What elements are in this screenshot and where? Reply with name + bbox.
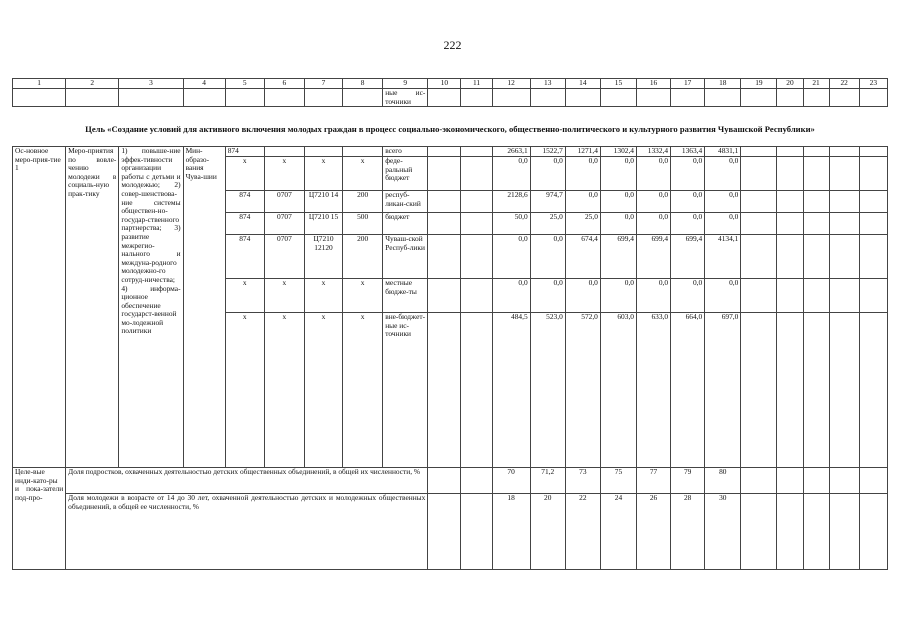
column-number: 23: [859, 79, 887, 89]
block-tasks: 1) повыше-ние эффек-тивности организации работы с детьми и молодежью; 2) совер-шенствова-ние системы обществен-но-государ-ственного партнерства; 3) развитие межрегио-нального и междуна-родного молодежно-го сотруд-ничества; 4) информа-ционное обеспечение государст-венной мо-лодежной политики: [119, 147, 183, 468]
empty-cell: [829, 213, 859, 235]
indicator-value: 22: [565, 494, 600, 570]
source-cell: всего: [383, 147, 428, 157]
indicator-value: 80: [705, 468, 741, 494]
vr-cell: 200: [343, 191, 383, 213]
indicator-value: 79: [671, 468, 705, 494]
source-cell: местные бюдже-ты: [383, 279, 428, 313]
source-cell: феде-ральный бюджет: [383, 157, 428, 191]
value-cell: 974,7: [530, 191, 565, 213]
empty-cell: [741, 313, 777, 468]
empty-cell: [859, 313, 887, 468]
column-number: 11: [461, 79, 492, 89]
empty-cell: [428, 213, 461, 235]
value-cell: 1522,7: [530, 147, 565, 157]
indicator-value: 24: [600, 494, 636, 570]
empty-cell: [741, 213, 777, 235]
program-table: [12, 146, 888, 570]
empty-cell: [829, 279, 859, 313]
empty-cell: [777, 279, 803, 313]
empty-cell: [829, 147, 859, 157]
indicator-row: [13, 494, 888, 570]
indicator-text: Доля молодежи в возрасте от 14 до 30 лет, охваченной деятельностью детских и молодежных общественных объединений, в общей ее численности, %: [66, 494, 428, 570]
grbs-cell: 874: [225, 191, 264, 213]
empty-cell: [461, 279, 492, 313]
vr-cell: x: [343, 313, 383, 468]
column-number: 4: [183, 79, 225, 89]
value-cell: 1363,4: [671, 147, 705, 157]
empty-cell: [859, 147, 887, 157]
empty-cell: [859, 191, 887, 213]
empty-cell: [777, 191, 803, 213]
value-cell: 0,0: [530, 279, 565, 313]
csr-cell: x: [304, 157, 342, 191]
empty-cell: [428, 147, 461, 157]
indicator-value: 70: [492, 468, 530, 494]
column-number: 16: [637, 79, 671, 89]
empty-cell: [741, 494, 777, 570]
empty-cell: [803, 191, 829, 213]
value-cell: 0,0: [565, 157, 600, 191]
value-cell: 0,0: [492, 235, 530, 279]
vr-cell: 500: [343, 213, 383, 235]
empty-cell: [741, 235, 777, 279]
value-cell: 50,0: [492, 213, 530, 235]
value-cell: 523,0: [530, 313, 565, 468]
value-cell: 697,0: [705, 313, 741, 468]
empty-cell: [461, 468, 492, 494]
empty-cell: [803, 279, 829, 313]
value-cell: 572,0: [565, 313, 600, 468]
indicator-value: 71,2: [530, 468, 565, 494]
empty-cell: [777, 235, 803, 279]
empty-cell: [428, 279, 461, 313]
empty-cell: [829, 191, 859, 213]
grbs-cell: 874: [225, 147, 264, 157]
empty-cell: [777, 468, 803, 494]
empty-cell: [777, 494, 803, 570]
column-number: 1: [13, 79, 66, 89]
value-cell: 0,0: [637, 213, 671, 235]
column-number: 21: [803, 79, 829, 89]
value-cell: 0,0: [671, 157, 705, 191]
empty-cell: [741, 279, 777, 313]
empty-cell: [461, 147, 492, 157]
indicator-value: 73: [565, 468, 600, 494]
grbs-cell: x: [225, 313, 264, 468]
value-cell: 2663,1: [492, 147, 530, 157]
column-number: 12: [492, 79, 530, 89]
value-cell: 603,0: [600, 313, 636, 468]
empty-cell: [777, 213, 803, 235]
indicator-row: [13, 468, 888, 494]
csr-cell: x: [304, 313, 342, 468]
csr-cell: Ц7210 14: [304, 191, 342, 213]
source-cell: вне-бюджет-ные ис-точники: [383, 313, 428, 468]
csr-cell: Ц7210 15: [304, 213, 342, 235]
empty-cell: [829, 235, 859, 279]
value-cell: 1302,4: [600, 147, 636, 157]
empty-cell: [859, 235, 887, 279]
rz-cell: x: [264, 279, 304, 313]
column-number: 6: [264, 79, 304, 89]
rz-cell: 0707: [264, 235, 304, 279]
rz-cell: x: [264, 157, 304, 191]
empty-cell: [803, 494, 829, 570]
column-number: 14: [565, 79, 600, 89]
column-number: 18: [705, 79, 741, 89]
rz-cell: x: [264, 313, 304, 468]
empty-cell: [803, 213, 829, 235]
indicator-value: 26: [637, 494, 671, 570]
empty-cell: [741, 468, 777, 494]
goal-title: Цель «Создание условий для активного включения молодых граждан в процесс социально-экономического, общественно-политического и культурного развития Чувашской Республики»: [85, 124, 815, 134]
empty-cell: [803, 313, 829, 468]
value-cell: 664,0: [671, 313, 705, 468]
empty-cell: [428, 157, 461, 191]
block-executor: Мин-образо-вания Чува-шии: [183, 147, 225, 468]
column-number: 22: [829, 79, 859, 89]
value-cell: 0,0: [705, 157, 741, 191]
empty-cell: [829, 157, 859, 191]
value-cell: 4134,1: [705, 235, 741, 279]
vr-cell: x: [343, 279, 383, 313]
column-number: 17: [671, 79, 705, 89]
value-cell: 0,0: [492, 279, 530, 313]
source-cell: Чуваш-ской Респуб-лики: [383, 235, 428, 279]
column-number: 7: [304, 79, 342, 89]
vr-cell: x: [343, 157, 383, 191]
value-cell: 674,4: [565, 235, 600, 279]
value-cell: 0,0: [705, 279, 741, 313]
empty-cell: [461, 191, 492, 213]
rz-cell: 0707: [264, 191, 304, 213]
empty-cell: [859, 213, 887, 235]
empty-cell: [859, 468, 887, 494]
value-cell: 0,0: [705, 213, 741, 235]
empty-cell: [461, 235, 492, 279]
empty-cell: [461, 157, 492, 191]
column-number: 8: [343, 79, 383, 89]
empty-cell: [829, 468, 859, 494]
grbs-cell: 874: [225, 213, 264, 235]
value-cell: 0,0: [492, 157, 530, 191]
csr-cell: x: [304, 279, 342, 313]
value-cell: 0,0: [565, 279, 600, 313]
value-cell: 0,0: [705, 191, 741, 213]
indicator-value: 18: [492, 494, 530, 570]
empty-cell: [461, 213, 492, 235]
indicator-value: 20: [530, 494, 565, 570]
value-cell: 25,0: [565, 213, 600, 235]
continuation-source-cell: ные ис-точники: [383, 89, 428, 107]
value-cell: 0,0: [600, 279, 636, 313]
grbs-cell: 874: [225, 235, 264, 279]
vr-cell: 200: [343, 235, 383, 279]
column-number: 2: [66, 79, 119, 89]
block-name: Меро-приятия по вовле-чению молодежи в социаль-ную прак-тику: [66, 147, 119, 468]
value-cell: 25,0: [530, 213, 565, 235]
empty-cell: [428, 313, 461, 468]
value-cell: 2128,6: [492, 191, 530, 213]
funding-row: [13, 147, 888, 157]
indicator-value: 77: [637, 468, 671, 494]
value-cell: 0,0: [600, 191, 636, 213]
column-number: 20: [777, 79, 803, 89]
column-number: 10: [428, 79, 461, 89]
value-cell: 699,4: [671, 235, 705, 279]
empty-cell: [741, 157, 777, 191]
indicator-value: 28: [671, 494, 705, 570]
value-cell: 1332,4: [637, 147, 671, 157]
value-cell: 0,0: [637, 191, 671, 213]
source-cell: респуб-ликан-ский: [383, 191, 428, 213]
grbs-cell: x: [225, 279, 264, 313]
empty-cell: [859, 157, 887, 191]
empty-cell: [803, 235, 829, 279]
value-cell: 0,0: [637, 279, 671, 313]
empty-cell: [859, 494, 887, 570]
csr-cell: [304, 147, 342, 157]
column-number: 5: [225, 79, 264, 89]
rz-cell: 0707: [264, 213, 304, 235]
header-table: [12, 78, 888, 107]
column-number: 9: [383, 79, 428, 89]
indicators-label: Целе-вые инди-като-ры и пока-затели под-про-: [13, 468, 66, 570]
value-cell: 0,0: [671, 279, 705, 313]
value-cell: 0,0: [671, 213, 705, 235]
empty-cell: [741, 191, 777, 213]
column-number-row: [13, 79, 888, 89]
value-cell: 699,4: [600, 235, 636, 279]
empty-cell: [428, 494, 461, 570]
empty-cell: [803, 157, 829, 191]
value-cell: 0,0: [637, 157, 671, 191]
empty-cell: [461, 494, 492, 570]
empty-cell: [803, 468, 829, 494]
column-number: 3: [119, 79, 183, 89]
block-status: Ос-новное меро-прия-тие 1: [13, 147, 66, 468]
empty-cell: [777, 157, 803, 191]
empty-cell: [803, 147, 829, 157]
empty-cell: [829, 494, 859, 570]
csr-cell: Ц7210 12120: [304, 235, 342, 279]
indicator-text: Доля подростков, охваченных деятельностью детских общественных объединений, в общей их численности, %: [66, 468, 428, 494]
empty-cell: [829, 313, 859, 468]
page-number: 222: [443, 38, 462, 52]
value-cell: 633,0: [637, 313, 671, 468]
value-cell: 0,0: [671, 191, 705, 213]
value-cell: 1271,4: [565, 147, 600, 157]
source-cell: бюджет: [383, 213, 428, 235]
empty-cell: [777, 313, 803, 468]
empty-cell: [859, 279, 887, 313]
empty-cell: [428, 235, 461, 279]
value-cell: 699,4: [637, 235, 671, 279]
grbs-cell: x: [225, 157, 264, 191]
empty-cell: [741, 147, 777, 157]
empty-cell: [428, 468, 461, 494]
column-number: 13: [530, 79, 565, 89]
continuation-row: [13, 89, 888, 107]
value-cell: 0,0: [600, 213, 636, 235]
value-cell: 0,0: [600, 157, 636, 191]
value-cell: 484,5: [492, 313, 530, 468]
value-cell: 0,0: [530, 157, 565, 191]
value-cell: 0,0: [565, 191, 600, 213]
value-cell: 0,0: [530, 235, 565, 279]
empty-cell: [777, 147, 803, 157]
rz-cell: [264, 147, 304, 157]
value-cell: 4831,1: [705, 147, 741, 157]
column-number: 19: [741, 79, 777, 89]
vr-cell: [343, 147, 383, 157]
empty-cell: [461, 313, 492, 468]
empty-cell: [428, 191, 461, 213]
indicator-value: 30: [705, 494, 741, 570]
column-number: 15: [600, 79, 636, 89]
indicator-value: 75: [600, 468, 636, 494]
